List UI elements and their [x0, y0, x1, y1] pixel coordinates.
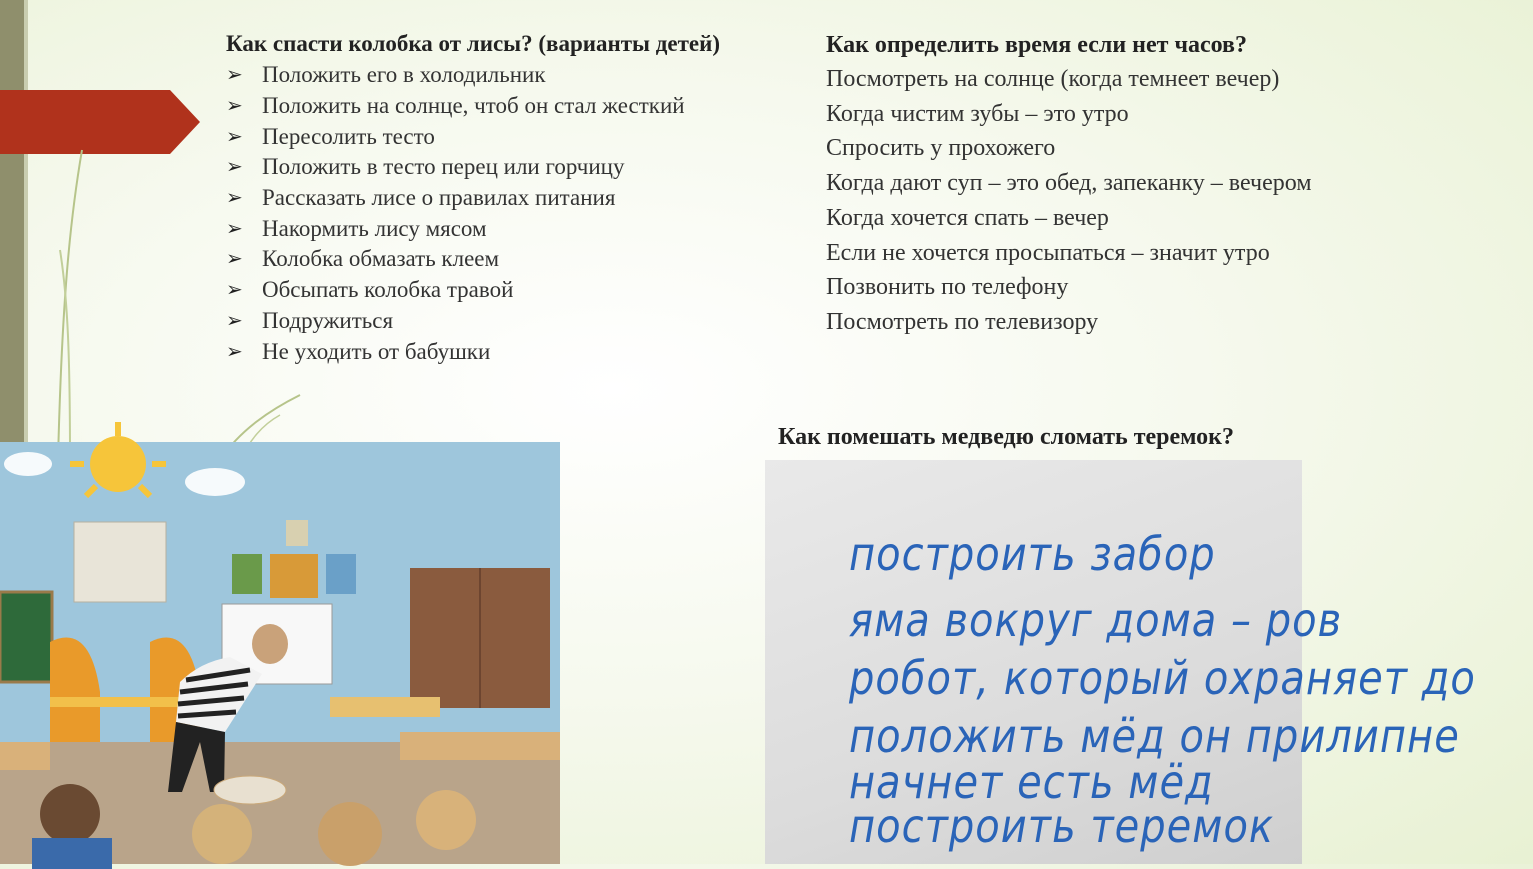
list-item: ➢ Положить в тесто перец или горчицу: [226, 152, 806, 183]
board-line: построить теремок: [849, 800, 1275, 854]
arrowhead-bullet-icon: ➢: [226, 156, 243, 179]
fox-section: [226, 30, 806, 367]
fox-section-title: Как спасти колобка от лисы? (варианты детей): [226, 31, 721, 56]
list-item: Спросить у прохожего: [826, 135, 1056, 162]
time-section: [826, 30, 1506, 340]
list-item: ➢ Подружиться: [226, 306, 806, 337]
list-item: ➢ Не уходить от бабушки: [226, 336, 806, 367]
whiteboard-photo: [765, 460, 1476, 864]
list-item: ➢ Пересолить тесто: [226, 121, 806, 152]
arrowhead-bullet-icon: ➢: [226, 217, 243, 240]
list-item: ➢ Рассказать лисе о правилах питания: [226, 183, 806, 214]
list-item: ➢ Положить на солнце, чтоб он стал жесткий: [226, 91, 806, 122]
board-line: построить забор: [849, 528, 1216, 582]
board-line: яма вокруг дома – ров: [849, 594, 1343, 648]
arrowhead-bullet-icon: ➢: [226, 125, 243, 148]
list-item: ➢ Положить его в холодильник: [226, 60, 806, 91]
list-item: Посмотреть на солнце (когда темнеет вечер): [826, 66, 1280, 92]
list-item: Когда чистим зубы – это утро: [826, 100, 1129, 127]
list-item: ➢ Колобка обмазать клеем: [226, 244, 806, 275]
list-item: Позвонить по телефону: [826, 274, 1069, 301]
classroom-illustration: [0, 442, 560, 864]
list-item: ➢ Накормить лису мясом: [226, 213, 806, 244]
red-pointer-arrow-icon: [0, 90, 200, 154]
arrowhead-bullet-icon: ➢: [226, 279, 243, 302]
time-options-list: [826, 62, 1506, 340]
arrowhead-bullet-icon: ➢: [226, 64, 243, 87]
classroom-photo: [0, 442, 560, 864]
list-item: ➢ Обсыпать колобка травой: [226, 275, 806, 306]
arrowhead-bullet-icon: ➢: [226, 248, 243, 271]
teremok-section-title: Как помешать медведю сломать теремок?: [778, 424, 1235, 450]
time-section-title: Как определить время если нет часов?: [826, 32, 1247, 58]
list-item: Посмотреть по телевизору: [826, 308, 1099, 335]
board-line: робот, который охраняет до: [849, 652, 1476, 706]
arrowhead-bullet-icon: ➢: [226, 95, 243, 118]
arrowhead-bullet-icon: ➢: [226, 309, 243, 332]
arrowhead-bullet-icon: ➢: [226, 340, 243, 363]
fox-options-list: [226, 60, 806, 367]
list-item: Если не хочется просыпаться – значит утро: [826, 239, 1270, 266]
arrowhead-bullet-icon: ➢: [226, 187, 243, 210]
list-item: Когда дают суп – это обед, запеканку – вечером: [826, 170, 1312, 197]
board-line: положить мёд он прилипне: [849, 710, 1460, 764]
board-line: начнет есть мёд: [849, 756, 1214, 810]
list-item: Когда хочется спать – вечер: [826, 204, 1109, 231]
